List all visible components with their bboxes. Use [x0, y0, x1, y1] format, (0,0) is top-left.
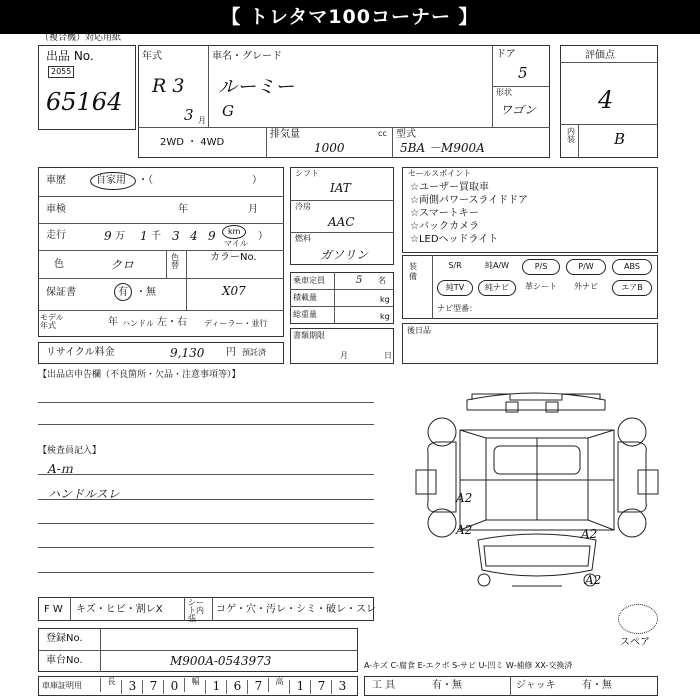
garage-cert-label: 車庫証明用: [42, 681, 82, 690]
history-label: 車歴: [46, 175, 66, 186]
chassis-number: M900A-0543973: [170, 654, 272, 668]
document-month-unit: 月: [340, 351, 348, 360]
repaint-label: 色替: [171, 253, 179, 270]
recycle-label: リサイクル料金: [46, 347, 115, 358]
garage-cert-cell: 7: [247, 680, 269, 694]
door-label: ドア: [496, 49, 516, 60]
color-code-label: カラーNo.: [210, 252, 257, 263]
shift-value: IAT: [330, 181, 351, 195]
tools-label: 工 具: [372, 680, 396, 691]
handle-value: 左・右: [157, 317, 187, 328]
sales-point-1: ☆ユーザー買取車: [410, 182, 489, 193]
equip-alloy-wheels: 純A/W: [484, 261, 510, 270]
ac-value: AAC: [328, 215, 355, 229]
seat-text: コゲ・穴・汚レ・シミ・破レ・スレ: [216, 604, 376, 615]
fw-text: キズ・ヒビ・割レX: [76, 604, 163, 615]
mileage-close: ）: [258, 231, 268, 242]
auction-banner: 【 トレタマ100コーナー 】: [0, 0, 700, 34]
score-label: 評価点: [585, 50, 615, 61]
aftermarket-box: [402, 323, 658, 364]
garage-cert-cell: 3: [331, 680, 353, 694]
seats-unit: 名: [378, 276, 386, 285]
shape-label: 形状: [496, 88, 512, 97]
aftermarket-label: 後日品: [407, 326, 431, 335]
damage-mark-2: A2: [456, 523, 473, 537]
seats-value: 5: [356, 275, 363, 286]
garage-cert-cell: 7: [310, 680, 332, 694]
fw-label: F W: [44, 604, 63, 615]
equip-abs: ABS: [612, 259, 652, 275]
lot-code: 2055: [48, 66, 74, 78]
garage-cert-cell: 1: [205, 680, 227, 694]
color-code: X07: [222, 284, 246, 298]
mileage-mile: マイル: [224, 239, 248, 248]
gross-label: 総重量: [293, 310, 317, 319]
model-value: 5BA －M900A: [400, 141, 485, 155]
jack-value: 有・無: [582, 680, 612, 691]
displacement-label: 排気量: [270, 129, 300, 140]
damage-mark-1: A2: [456, 491, 473, 505]
handle-label: ハンドル: [122, 319, 154, 328]
load-label: 積載量: [293, 293, 317, 302]
interior-label: 内装: [567, 127, 575, 144]
color-label: 色: [54, 259, 64, 270]
equip-leather: 革シート: [525, 282, 557, 291]
displacement-value: 1000: [314, 141, 345, 155]
load-unit: kg: [380, 295, 390, 304]
dealer-value: ディーラー・並行: [204, 319, 268, 328]
year-value: R 3: [152, 75, 185, 97]
sales-point-4: ☆バックカメラ: [410, 221, 479, 232]
mileage-digit-2: 4: [190, 229, 198, 243]
mileage-digit-1: 3: [172, 229, 180, 243]
chassis-label: 車台No.: [46, 655, 83, 666]
garage-cert-cell: 1: [289, 680, 311, 694]
model-year-label: モデル年式: [40, 313, 64, 330]
damage-mark-3: A2: [581, 527, 598, 541]
recycle-amount: 9,130: [170, 346, 205, 360]
warranty-yes: 有: [118, 287, 128, 298]
garage-cert-cell: 長: [100, 678, 122, 692]
document-period-label: 書類期限: [293, 331, 325, 340]
seller-notes-label: 【出品店申告欄（不良箇所・欠品・注意事項等）】: [38, 370, 241, 380]
mileage-sen-unit: 千: [151, 231, 161, 242]
history-close: ）: [252, 175, 262, 186]
lot-number: 65164: [46, 88, 123, 116]
car-name: ルーミー: [218, 76, 295, 98]
seats-label: 乗車定員: [293, 276, 325, 285]
equip-sunroof: S/R: [448, 261, 462, 270]
lot-label: 出品 No.: [46, 49, 94, 63]
garage-cert-cell: 6: [226, 680, 248, 694]
garage-cert-cell: 幅: [184, 678, 206, 692]
document-day-unit: 日: [384, 351, 392, 360]
navi-model-label: ナビ型番：: [437, 304, 477, 313]
mileage-man: 9: [104, 229, 112, 243]
sales-point-2: ☆両側パワースライドドア: [410, 195, 528, 206]
month-suffix: 月: [198, 116, 206, 125]
model-label: 型式: [396, 129, 416, 140]
recycle-note: 預託済: [242, 348, 266, 357]
warranty-label: 保証書: [46, 287, 76, 298]
drive-type: 2WD ・ 4WD: [160, 137, 225, 148]
month-value: 3: [184, 106, 194, 124]
year-label: 年式: [142, 51, 162, 62]
garage-cert-cell: 高: [268, 678, 290, 692]
door-count: 5: [518, 64, 528, 82]
equip-navi: 純ナビ: [478, 280, 516, 296]
car-name-label: 車名・グレード: [212, 51, 282, 62]
mileage-label: 走行: [46, 230, 66, 241]
fuel-label: 燃料: [295, 234, 311, 243]
registration-label: 登録No.: [46, 633, 83, 644]
shape-value: ワゴン: [500, 103, 537, 117]
inspector-label: 【検査員記入】: [38, 446, 102, 456]
interior-value: B: [614, 130, 626, 148]
spare-label: スペア: [620, 637, 650, 648]
mileage-man-unit: 万: [115, 231, 125, 242]
recycle-unit: 円: [226, 347, 236, 358]
shift-label: シフト: [295, 169, 319, 178]
mileage-digit-3: 9: [208, 229, 216, 243]
tools-value: 有・無: [432, 680, 462, 691]
score-value: 4: [598, 86, 614, 114]
model-year-unit: 年: [108, 317, 118, 328]
equip-tv: 純TV: [437, 280, 473, 296]
mileage-km: km: [228, 227, 241, 236]
inspector-note-2: ハンドルスレ: [48, 487, 120, 501]
spare-tire-icon: [618, 604, 658, 634]
shaken-label: 車検: [46, 204, 66, 215]
fuel-value: ガソリン: [320, 248, 369, 262]
mileage-sen: 1: [140, 229, 148, 243]
garage-cert-cell: 3: [121, 680, 143, 694]
history-value: 自家用: [96, 175, 126, 186]
damage-mark-4: A2: [585, 573, 602, 587]
equip-power-steering: P/S: [522, 259, 560, 275]
garage-cert-cell: 0: [163, 680, 185, 694]
sales-point-3: ☆スマートキー: [410, 208, 479, 219]
seat-label: シート内張: [188, 598, 204, 623]
garage-cert-cell: 7: [142, 680, 164, 694]
equip-power-windows: P/W: [566, 259, 606, 275]
sales-points-label: セールスポイント: [408, 169, 472, 178]
history-suffix: ・（: [138, 175, 153, 186]
tools-box: [364, 676, 658, 696]
ac-label: 冷房: [295, 202, 311, 211]
damage-legend: A-キズ C-腐食 E-エクボ S-サビ U-凹ミ W-補修 XX-交換済: [364, 661, 573, 670]
shaken-year-unit: 年: [178, 204, 188, 215]
sales-point-5: ☆LEDヘッドライト: [410, 234, 499, 245]
cc-label: cc: [378, 129, 387, 138]
jack-label: ジャッキ: [516, 680, 556, 691]
car-grade: G: [222, 102, 234, 120]
inspector-note-1: A-ｍ: [48, 462, 73, 476]
color-value: クロ: [110, 258, 135, 272]
equipment-label: 装備: [409, 262, 417, 282]
form-subtitle: （複合機）対応用紙: [40, 33, 122, 43]
equip-aftermarket-navi: 外ナビ: [574, 282, 598, 291]
car-damage-diagram: [412, 390, 662, 595]
equip-airbag: エアB: [612, 280, 652, 296]
shaken-month-unit: 月: [248, 204, 258, 215]
gross-unit: kg: [380, 312, 390, 321]
warranty-no: ・無: [136, 287, 156, 298]
